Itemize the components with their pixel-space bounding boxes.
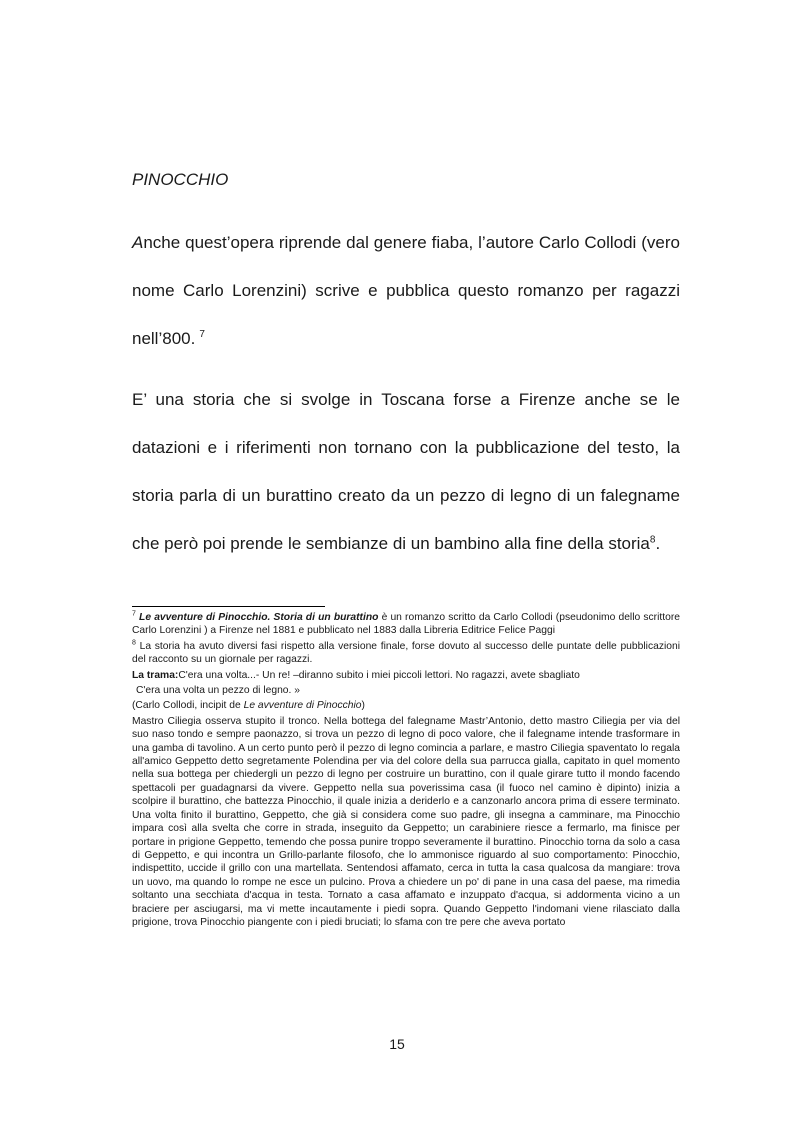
footnote-number: 8	[132, 639, 136, 647]
footnote-divider	[132, 606, 325, 607]
citation-title: Le avventure di Pinocchio	[243, 700, 362, 712]
paragraph-end: .	[655, 534, 661, 553]
body-paragraph-2	[132, 376, 680, 568]
footnote-7	[132, 611, 680, 638]
footnote-text: è un romanzo scritto da Carlo Collodi (pseudonimo dello scrittore Carlo Lorenzini ) a Firenze nel 1881 e pubblicato nel 1883 dalla Libreria Editrice Felice Paggi	[132, 612, 680, 637]
citation-prefix: (Carlo Collodi, incipit de	[132, 700, 244, 712]
plot-summary: Mastro Ciliegia osserva stupito il tronco. Nella bottega del falegname Mastr’Antonio, detto mastro Ciliegia per via del suo naso tondo e sempre paonazzo, si trova un pezzo di legno di poco valore, che il falegname intende trasformare in una gamba di tavolino. A un certo punto però il pezzo di legno comincia a parlare, e mastro Ciliegia spaventato lo regala all'amico Geppetto detto segretamente Polendina per via del colore della sua parrucca gialla, capitato in quel momento nella sua bottega per chiedergli un pezzo di legno per costruire un burattino, con il quale girare tutto il mondo facendo spettacoli per guadagnarsi da vivere. Geppetto nella sua poverissima casa (il fuoco nel camino è dipinto) inizia a scolpire il burattino, che battezza Pinocchio, il quale inizia a deriderlo e a canzonarlo ancora prima di essere terminato. Una volta finito il burattino, Geppetto, che già si considera come suo padre, gli insegna a camminare, ma Pinocchio impara così alla svelta che corre in strada, inseguito da Geppetto; un carabiniere riesce a fermarlo, ma finisce per portare in prigione Geppetto, temendo che possa punire troppo severamente il burattino. Pinocchio torna da solo a casa di Geppetto, e qui incontra un Grillo-parlante filosofo, che lo ammonisce riguardo al suo comportamento: Pinocchio, indispettito, uccide il grillo con una martellata. Sentendosi affamato, cerca in tutta la casa qualcosa da mangiare: trova un uovo, ma quando lo rompe ne esce un pulcino. Prova a chiedere un po' di pane in una casa del paese, ma rimedia soltanto una secchiata d'acqua in testa. Tornato a casa affamato e inzuppato d'acqua, si addormenta vicino a un braciere per asciugarsi, ma vi mette incautamente i piedi sopra. Quando Geppetto l'indomani viene rilasciato dalla prigione, trova Pinocchio piangente con i piedi bruciati; lo sfama con tre pere che aveva portato	[132, 715, 680, 928]
body-paragraph-1	[132, 219, 680, 363]
footnote-ref-8[interactable]: 8	[649, 534, 656, 546]
footnote-book-title: Le avventure di Pinocchio. Storia di un burattino	[139, 612, 379, 623]
footnotes	[132, 611, 680, 929]
trama-text: C'era una volta...- Un re! –diranno subito i miei piccoli lettori. No ragazzi, avete sbagliato	[178, 669, 580, 681]
citation-suffix: )	[361, 700, 365, 712]
footnote-number: 7	[132, 610, 136, 618]
drop-initial: A	[132, 233, 144, 252]
trama-label: La trama:	[132, 669, 179, 681]
trama-line	[132, 669, 680, 682]
footnote-8	[132, 640, 680, 667]
citation	[132, 699, 680, 712]
paragraph-text: nche quest’opera riprende dal genere fiaba, l’autore Carlo Collodi (vero nome Carlo Lorenzini) scrive e pubblica questo romanzo per ragazzi nell’800.	[132, 233, 680, 348]
paragraph-text: E’ una storia che si svolge in Toscana forse a Firenze anche se le datazioni e i riferimenti non tornano con la pubblicazione del testo, la storia parla di un burattino creato da un pezzo di legno di un falegname che però poi prende le sembianze di un bambino alla fine della storia	[132, 390, 680, 553]
section-title: PINOCCHIO	[132, 170, 229, 189]
page-number: 15	[389, 1036, 405, 1052]
footnote-ref-7[interactable]: 7	[199, 329, 205, 341]
footnote-text: La storia ha avuto diversi fasi rispetto alla versione finale, forse dovuto al successo delle puntate delle pubblicazioni del racconto su un giornale per ragazzi.	[132, 640, 680, 666]
trama-line-2: C'era una volta un pezzo di legno. »	[136, 685, 300, 697]
